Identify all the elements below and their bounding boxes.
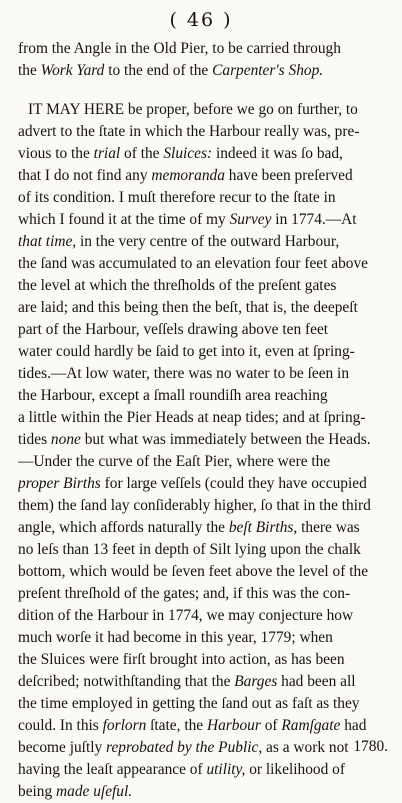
text-run: as a work not <box>262 739 349 756</box>
text-line <box>18 737 394 759</box>
paragraph-gap <box>18 82 394 99</box>
text-line <box>18 693 394 715</box>
text-run: them) the ſand lay conſiderably higher, ſo that in the third <box>18 497 371 514</box>
text-run: tides <box>18 431 51 448</box>
text-run: in 1774.—At <box>271 211 357 228</box>
text-line <box>18 715 394 737</box>
text-line <box>18 121 394 143</box>
italic-text: Work Yard <box>40 62 105 79</box>
text-line <box>18 473 394 495</box>
text-run: had been all <box>277 673 356 690</box>
text-line <box>18 649 394 671</box>
text-run: part of the Harbour, veſſels drawing above ten feet <box>18 321 329 338</box>
text-line <box>18 385 394 407</box>
text-run: there was <box>297 519 360 536</box>
text-run: the <box>18 62 41 79</box>
text-line <box>18 407 394 429</box>
text-run: having the leaſt appearance of <box>18 761 207 778</box>
text-run: advert to the ſtate in which the Harbour really was, pre- <box>18 123 360 140</box>
text-line <box>18 605 394 627</box>
text-run: of the <box>120 145 164 162</box>
text-run: or likelihood of <box>245 761 345 778</box>
italic-text: Survey <box>229 211 272 228</box>
paragraph <box>18 99 394 803</box>
italic-text: beſt Births, <box>228 519 298 536</box>
text-run: could. In this <box>18 717 103 734</box>
italic-text: Sluices: <box>163 145 213 162</box>
text-run: the ſand was accumulated to an elevation four feet above <box>18 255 368 272</box>
text-run: the Sluices were firſt brought into action, as has been <box>18 651 345 668</box>
italic-text: memoranda <box>151 167 225 184</box>
italic-text: Ramſgate <box>281 717 341 734</box>
italic-text: Carpenter's Shop. <box>212 62 324 79</box>
text-run: the time employed in getting the ſand out as faſt as they <box>18 695 360 712</box>
body-text <box>18 38 394 803</box>
text-line <box>18 429 394 451</box>
text-line <box>18 209 394 231</box>
text-run: preſent threſhold of the gates; and, if this was the con- <box>18 585 351 602</box>
text-run: ſtate, the <box>146 717 207 734</box>
text-run: the level at which the threſholds of the preſent gates <box>18 277 337 294</box>
text-line <box>18 495 394 517</box>
text-run: of its condition. I muſt therefore recur to the ſtate in <box>18 189 336 206</box>
text-line <box>18 319 394 341</box>
text-run: in the very centre of the outward Harbour, <box>76 233 340 250</box>
paragraph <box>18 38 394 82</box>
italic-text: that time, <box>18 233 77 250</box>
text-line <box>18 253 394 275</box>
text-run: IT MAY HERE be proper, before we go on further, to <box>28 101 358 118</box>
text-run: tides.—At low water, there was no water to be ſeen in <box>18 365 350 382</box>
text-line <box>18 781 394 803</box>
text-run: deſcribed; notwithſtanding that the <box>18 673 235 690</box>
text-run: being <box>18 783 57 800</box>
italic-text: Barges <box>234 673 278 690</box>
text-run: a little within the Pier Heads at neap tides; and at ſpring- <box>18 409 366 426</box>
text-run: dition of the Harbour in 1774, we may conjecture how <box>18 607 354 624</box>
text-line <box>18 165 394 187</box>
text-run: from the Angle in the Old Pier, to be carried through <box>18 40 341 57</box>
text-run: of <box>260 717 282 734</box>
text-line <box>18 341 394 363</box>
italic-text: trial <box>93 145 121 162</box>
italic-text: none <box>50 431 81 448</box>
text-run: angle, which affords naturally the <box>18 519 229 536</box>
text-line <box>18 451 394 473</box>
catchword: 1780. <box>353 738 388 755</box>
text-run: which I found it at the time of my <box>18 211 230 228</box>
text-line <box>18 143 394 165</box>
text-line <box>18 671 394 693</box>
italic-text: forlorn <box>102 717 147 734</box>
page-number: ( 46 ) <box>169 9 233 31</box>
italic-text: reprobated by the Public, <box>106 739 263 756</box>
text-run: no leſs than 13 feet in depth of Silt lying upon the chalk <box>18 541 361 558</box>
text-line <box>18 99 394 121</box>
text-run: are laid; and this being then the beſt, that is, the deepeſt <box>18 299 358 316</box>
text-run: much worſe it had become in this year, 1779; when <box>18 629 333 646</box>
text-line <box>18 297 394 319</box>
text-line <box>18 583 394 605</box>
text-run: to the end of the <box>104 62 213 79</box>
text-run: vious to the <box>18 145 94 162</box>
text-line <box>18 187 394 209</box>
text-line <box>18 231 394 253</box>
text-line <box>18 363 394 385</box>
text-run: water could hardly be ſaid to get into it, even at ſpring- <box>18 343 355 360</box>
text-run: bottom, which would be ſeven feet above the level of the <box>18 563 369 580</box>
text-run: have been preſerved <box>224 167 353 184</box>
text-line <box>18 759 394 781</box>
italic-text: proper Births <box>18 475 101 492</box>
text-line <box>18 38 394 60</box>
text-line <box>18 275 394 297</box>
text-run: indeed it was ſo bad, <box>212 145 343 162</box>
text-run: had <box>340 717 367 734</box>
text-run: but what was immediately between the Heads. <box>80 431 371 448</box>
italic-text: made uſeful. <box>56 783 133 800</box>
text-line <box>18 517 394 539</box>
text-line <box>18 627 394 649</box>
text-run: —Under the curve of the Eaſt Pier, where were the <box>18 453 331 470</box>
text-run: that I do not find any <box>18 167 152 184</box>
text-run: become juſtly <box>18 739 107 756</box>
text-run: the Harbour, except a ſmall roundiſh area reaching <box>18 387 328 404</box>
text-line <box>18 60 394 82</box>
text-run: for large veſſels (could they have occupied <box>100 475 367 492</box>
italic-text: utility, <box>206 761 246 778</box>
text-line <box>18 539 394 561</box>
italic-text: Harbour <box>206 717 261 734</box>
text-line <box>18 561 394 583</box>
